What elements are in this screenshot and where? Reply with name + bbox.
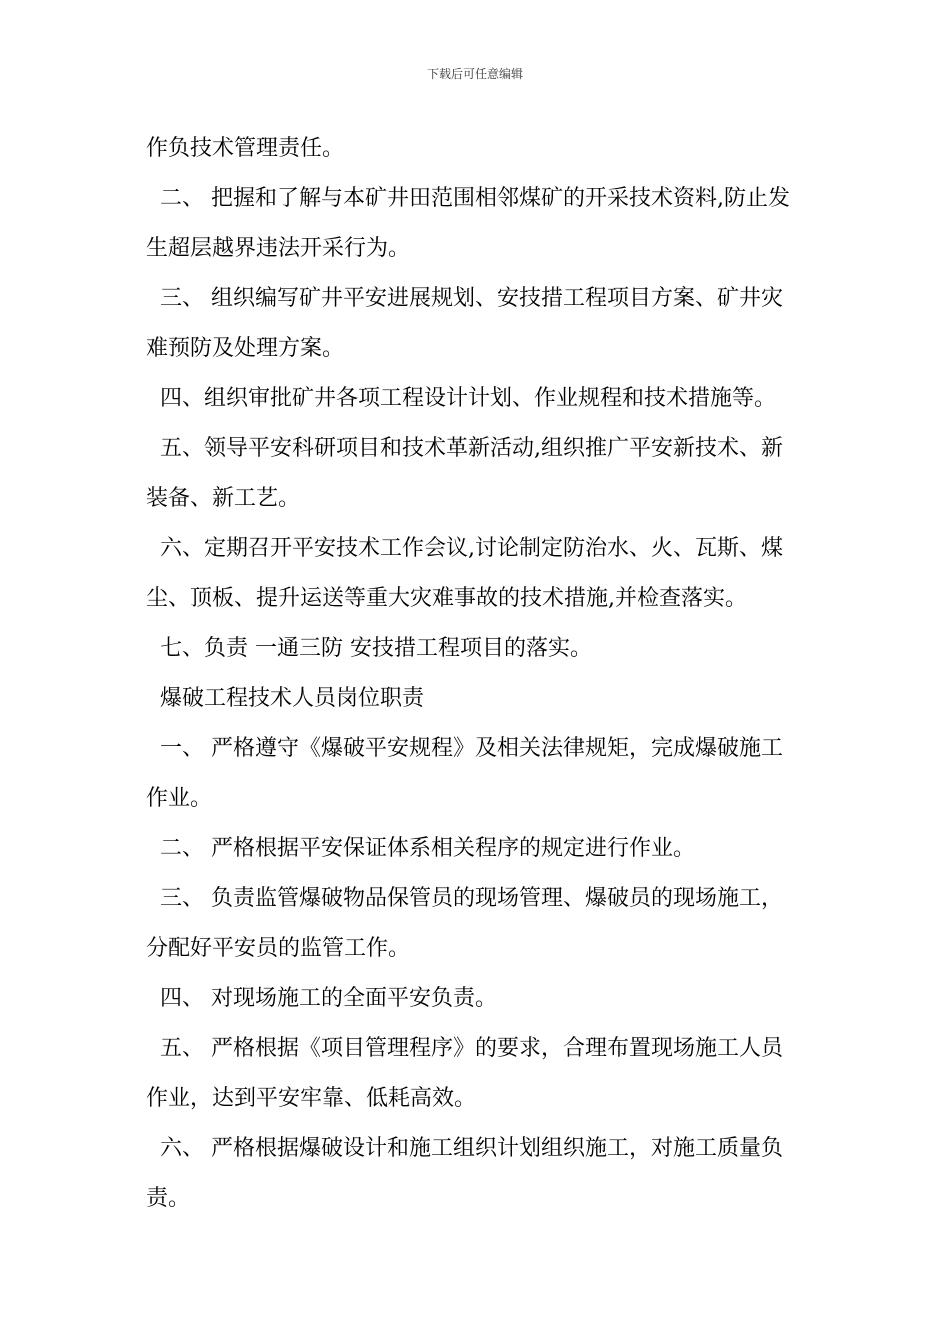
section-heading: 爆破工程技术人员岗位职责 [160,686,425,711]
paragraph-line: 一、 严格遵守《爆破平安规程》及相关法律规矩，完成爆破施工 [160,736,783,761]
paragraph-line: 三、 负责监管爆破物品保管员的现场管理、爆破员的现场施工， [160,886,783,911]
paragraph-line: 二、 严格根据平安保证体系相关程序的规定进行作业。 [160,836,695,861]
paragraph-line: 作业。 [146,786,213,811]
paragraph-line: 责。 [146,1186,191,1211]
paragraph-line: 作负技术管理责任。 [146,136,345,161]
paragraph-line: 分配好平安员的监管工作。 [146,936,411,961]
paragraph-line: 六、定期召开平安技术工作会议,讨论制定防治水、火、瓦斯、煤 [160,536,783,561]
paragraph-line: 七、负责 一通三防 安技措工程项目的落实。 [160,636,592,661]
paragraph-line: 三、 组织编写矿井平安进展规划、安技措工程项目方案、矿井灾 [160,286,783,311]
paragraph-line: 五、 严格根据《项目管理程序》的要求，合理布置现场施工人员 [160,1036,783,1061]
paragraph-line: 四、 对现场施工的全面平安负责。 [160,986,497,1011]
paragraph-line: 尘、顶板、提升运送等重大灾难事故的技术措施,并检查落实。 [146,586,747,611]
paragraph-line: 装备、新工艺。 [146,486,301,511]
paragraph-line: 生超层越界违法开采行为。 [146,236,411,261]
page-header: 下载后可任意编辑 [426,67,523,81]
paragraph-line: 难预防及处理方案。 [146,336,345,361]
paragraph-line: 五、领导平安科研项目和技术革新活动,组织推广平安新技术、新 [160,436,783,461]
paragraph-line: 作业，达到平安牢靠、低耗高效。 [146,1086,477,1111]
paragraph-line: 六、 严格根据爆破设计和施工组织计划组织施工，对施工质量负 [160,1136,783,1161]
paragraph-line: 二、 把握和了解与本矿井田范围相邻煤矿的开采技术资料,防止发 [160,186,790,211]
paragraph-line: 四、组织审批矿井各项工程设计计划、作业规程和技术措施等。 [160,386,777,411]
